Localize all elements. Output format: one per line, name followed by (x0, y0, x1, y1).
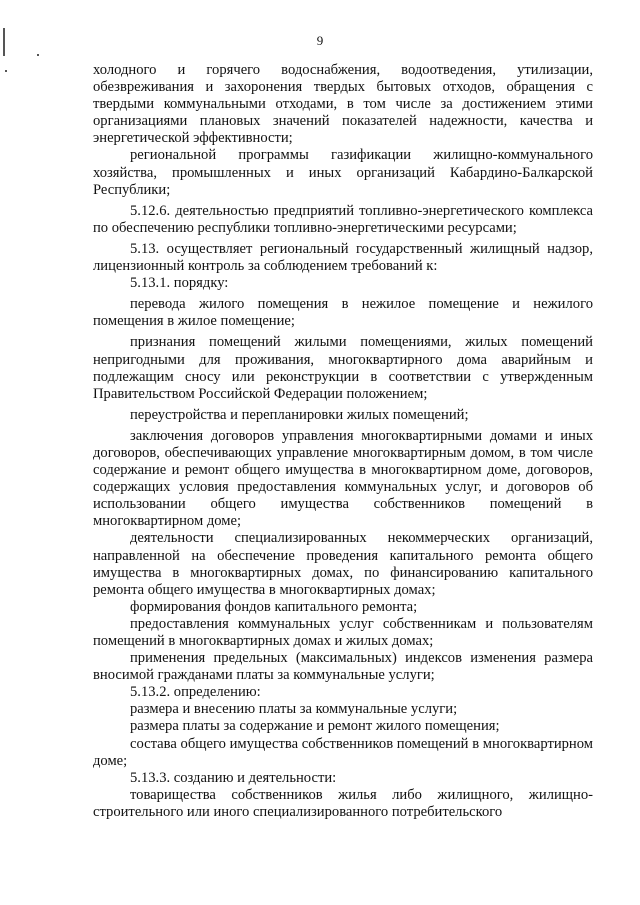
scan-edge-mark (5, 70, 7, 72)
paragraph: товарищества собственников жилья либо жилищного, жилищно-строительного или иного специализированного потребительского (93, 786, 593, 820)
paragraph: 5.13.3. созданию и деятельности: (130, 769, 337, 786)
scan-edge-mark (37, 54, 39, 56)
paragraph: заключения договоров управления многоквартирными домами и иных договоров, обеспечивающих управление многоквартирным домом, в том числе содержание и ремонт общего имущества в многоквартирном доме, договоров, содержащих условия предоставления коммунальных услуг, и договоров об использовании общего имущества собственников помещений в многоквартирном доме; (93, 427, 593, 530)
paragraph: 5.12.6. деятельностью предприятий топливно-энергетического комплекса по обеспечению республики топливно-энергетическими ресурсами; (93, 202, 593, 236)
paragraph: деятельности специализированных некоммерческих организаций, направленной на обеспечение проведения капитального ремонта общего имущества в многоквартирных домах, по финансированию капитального ремонта общего имущества в многоквартирных домах; (93, 530, 593, 598)
paragraph: переустройства и перепланировки жилых помещений; (130, 406, 469, 423)
paragraph: предоставления коммунальных услуг собственникам и пользователям помещений в многоквартирных домах и жилых домах; (93, 615, 593, 649)
paragraph: холодного и горячего водоснабжения, водоотведения, утилизации, обезвреживания и захоронения твердых бытовых отходов, обращения с твердыми коммунальными отходами, в том числе за достижением этими организациями плановых значений показателей надежности, качества и энергетической эффективности; (93, 62, 593, 147)
paragraph: региональной программы газификации жилищно-коммунального хозяйства, промышленных и иных организаций Кабардино-Балкарской Республики; (93, 147, 593, 198)
paragraph: признания помещений жилыми помещениями, жилых помещений непригодными для проживания, многоквартирного дома аварийным и подлежащим сносу или реконструкции в соответствии с утвержденным Правительством Российской Федерации положением; (93, 334, 593, 402)
paragraph: состава общего имущества собственников помещений в многоквартирном доме; (93, 735, 593, 769)
paragraph: размера платы за содержание и ремонт жилого помещения; (130, 718, 500, 735)
paragraph: размера и внесению платы за коммунальные услуги; (130, 701, 458, 718)
document-body (93, 62, 593, 821)
page-number: 9 (316, 33, 324, 48)
paragraph: применения предельных (максимальных) индексов изменения размера вносимой гражданами платы за коммунальные услуги; (93, 650, 593, 684)
paragraph: 5.13. осуществляет региональный государственный жилищный надзор, лицензионный контроль за соблюдением требований к: (93, 240, 593, 275)
paragraph: 5.13.2. определению: (130, 684, 261, 701)
paragraph: перевода жилого помещения в нежилое помещение и нежилого помещения в жилое помещение; (93, 296, 593, 330)
paragraph: 5.13.1. порядку: (130, 275, 229, 292)
paragraph: формирования фондов капитального ремонта; (130, 598, 418, 615)
